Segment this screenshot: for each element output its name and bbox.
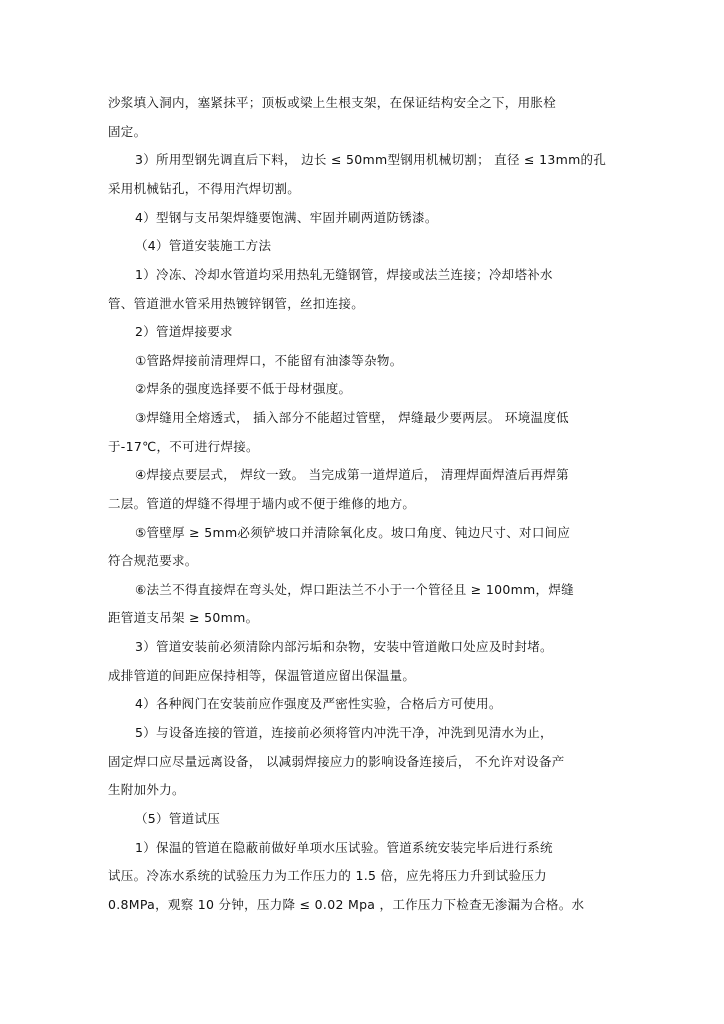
text-line: 符合规范要求。	[108, 553, 198, 568]
text-line: 1）保温的管道在隐蔽前做好单项水压试验。管道系统安装完毕后进行系统	[135, 840, 553, 855]
text-line: 4）各种阀门在安装前应作强度及严密性实验，合格后方可使用。	[135, 696, 502, 711]
text-line: 2）管道焊接要求	[135, 324, 233, 339]
text-line: ③焊缝用全熔透式， 插入部分不能超过管壁， 焊缝最少要两层。 环境温度低	[135, 410, 569, 425]
text-line: ⑤管壁厚 ≥ 5mm必须铲坡口并清除氧化皮。坡口角度、钝边尺寸、对口间应	[135, 525, 571, 540]
text-line: 距管道支吊架 ≥ 50mm。	[108, 610, 259, 625]
text-line: 0.8MPa，观察 10 分钟，压力降 ≤ 0.02 Mpa ，工作压力下检查无渗漏为合格。水	[108, 897, 585, 912]
text-line: 试压。冷冻水系统的试验压力为工作压力的 1.5 倍，应先将压力升到试验压力	[108, 868, 547, 883]
text-line: 5）与设备连接的管道，连接前必须将管内冲洗干净，冲洗到见清水为止，	[135, 725, 553, 740]
text-line: 生附加外力。	[108, 782, 185, 797]
text-line: 二层。管道的焊缝不得埋于墙内或不便于维修的地方。	[108, 496, 416, 511]
text-line: ⑥法兰不得直接焊在弯头处，焊口距法兰不小于一个管径且 ≥ 100mm，焊缝	[135, 582, 574, 597]
section-heading: （4）管道安装施工方法	[135, 238, 272, 253]
text-line: 于-17℃，不可进行焊接。	[108, 439, 259, 454]
text-line: 沙浆填入洞内，塞紧抹平；顶板或梁上生根支架，在保证结构安全之下，用胀栓	[108, 95, 557, 110]
section-heading: （5）管道试压	[135, 811, 221, 826]
text-line: 3）管道安装前必须清除内部污垢和杂物，安装中管道敞口处应及时封堵。	[135, 639, 553, 654]
text-line: 管、管道泄水管采用热镀锌钢管，丝扣连接。	[108, 296, 365, 311]
text-line: 4）型钢与支吊架焊缝要饱满、牢固并刷两道防锈漆。	[135, 210, 438, 225]
text-line: 固定焊口应尽量远离设备， 以减弱焊接应力的影响设备连接后， 不允许对设备产	[108, 754, 565, 769]
text-line: ②焊条的强度选择要不低于母材强度。	[135, 381, 352, 396]
text-line: ①管路焊接前清理焊口，不能留有油漆等杂物。	[135, 353, 403, 368]
text-line: 成排管道的间距应保持相等，保温管道应留出保温量。	[108, 668, 416, 683]
text-line: 1）冷冻、冷却水管道均采用热轧无缝钢管，焊接或法兰连接；冷却塔补水	[135, 267, 553, 282]
text-line: ④焊接点要层式， 焊纹一致。 当完成第一道焊道后， 清理焊面焊渣后再焊第	[135, 467, 569, 482]
text-line: 采用机械钻孔，不得用汽焊切割。	[108, 181, 301, 196]
text-line: 3）所用型钢先调直后下料， 边长 ≤ 50mm型钢用机械切割； 直径 ≤ 13mm的孔	[135, 152, 607, 167]
text-line: 固定。	[108, 124, 147, 139]
